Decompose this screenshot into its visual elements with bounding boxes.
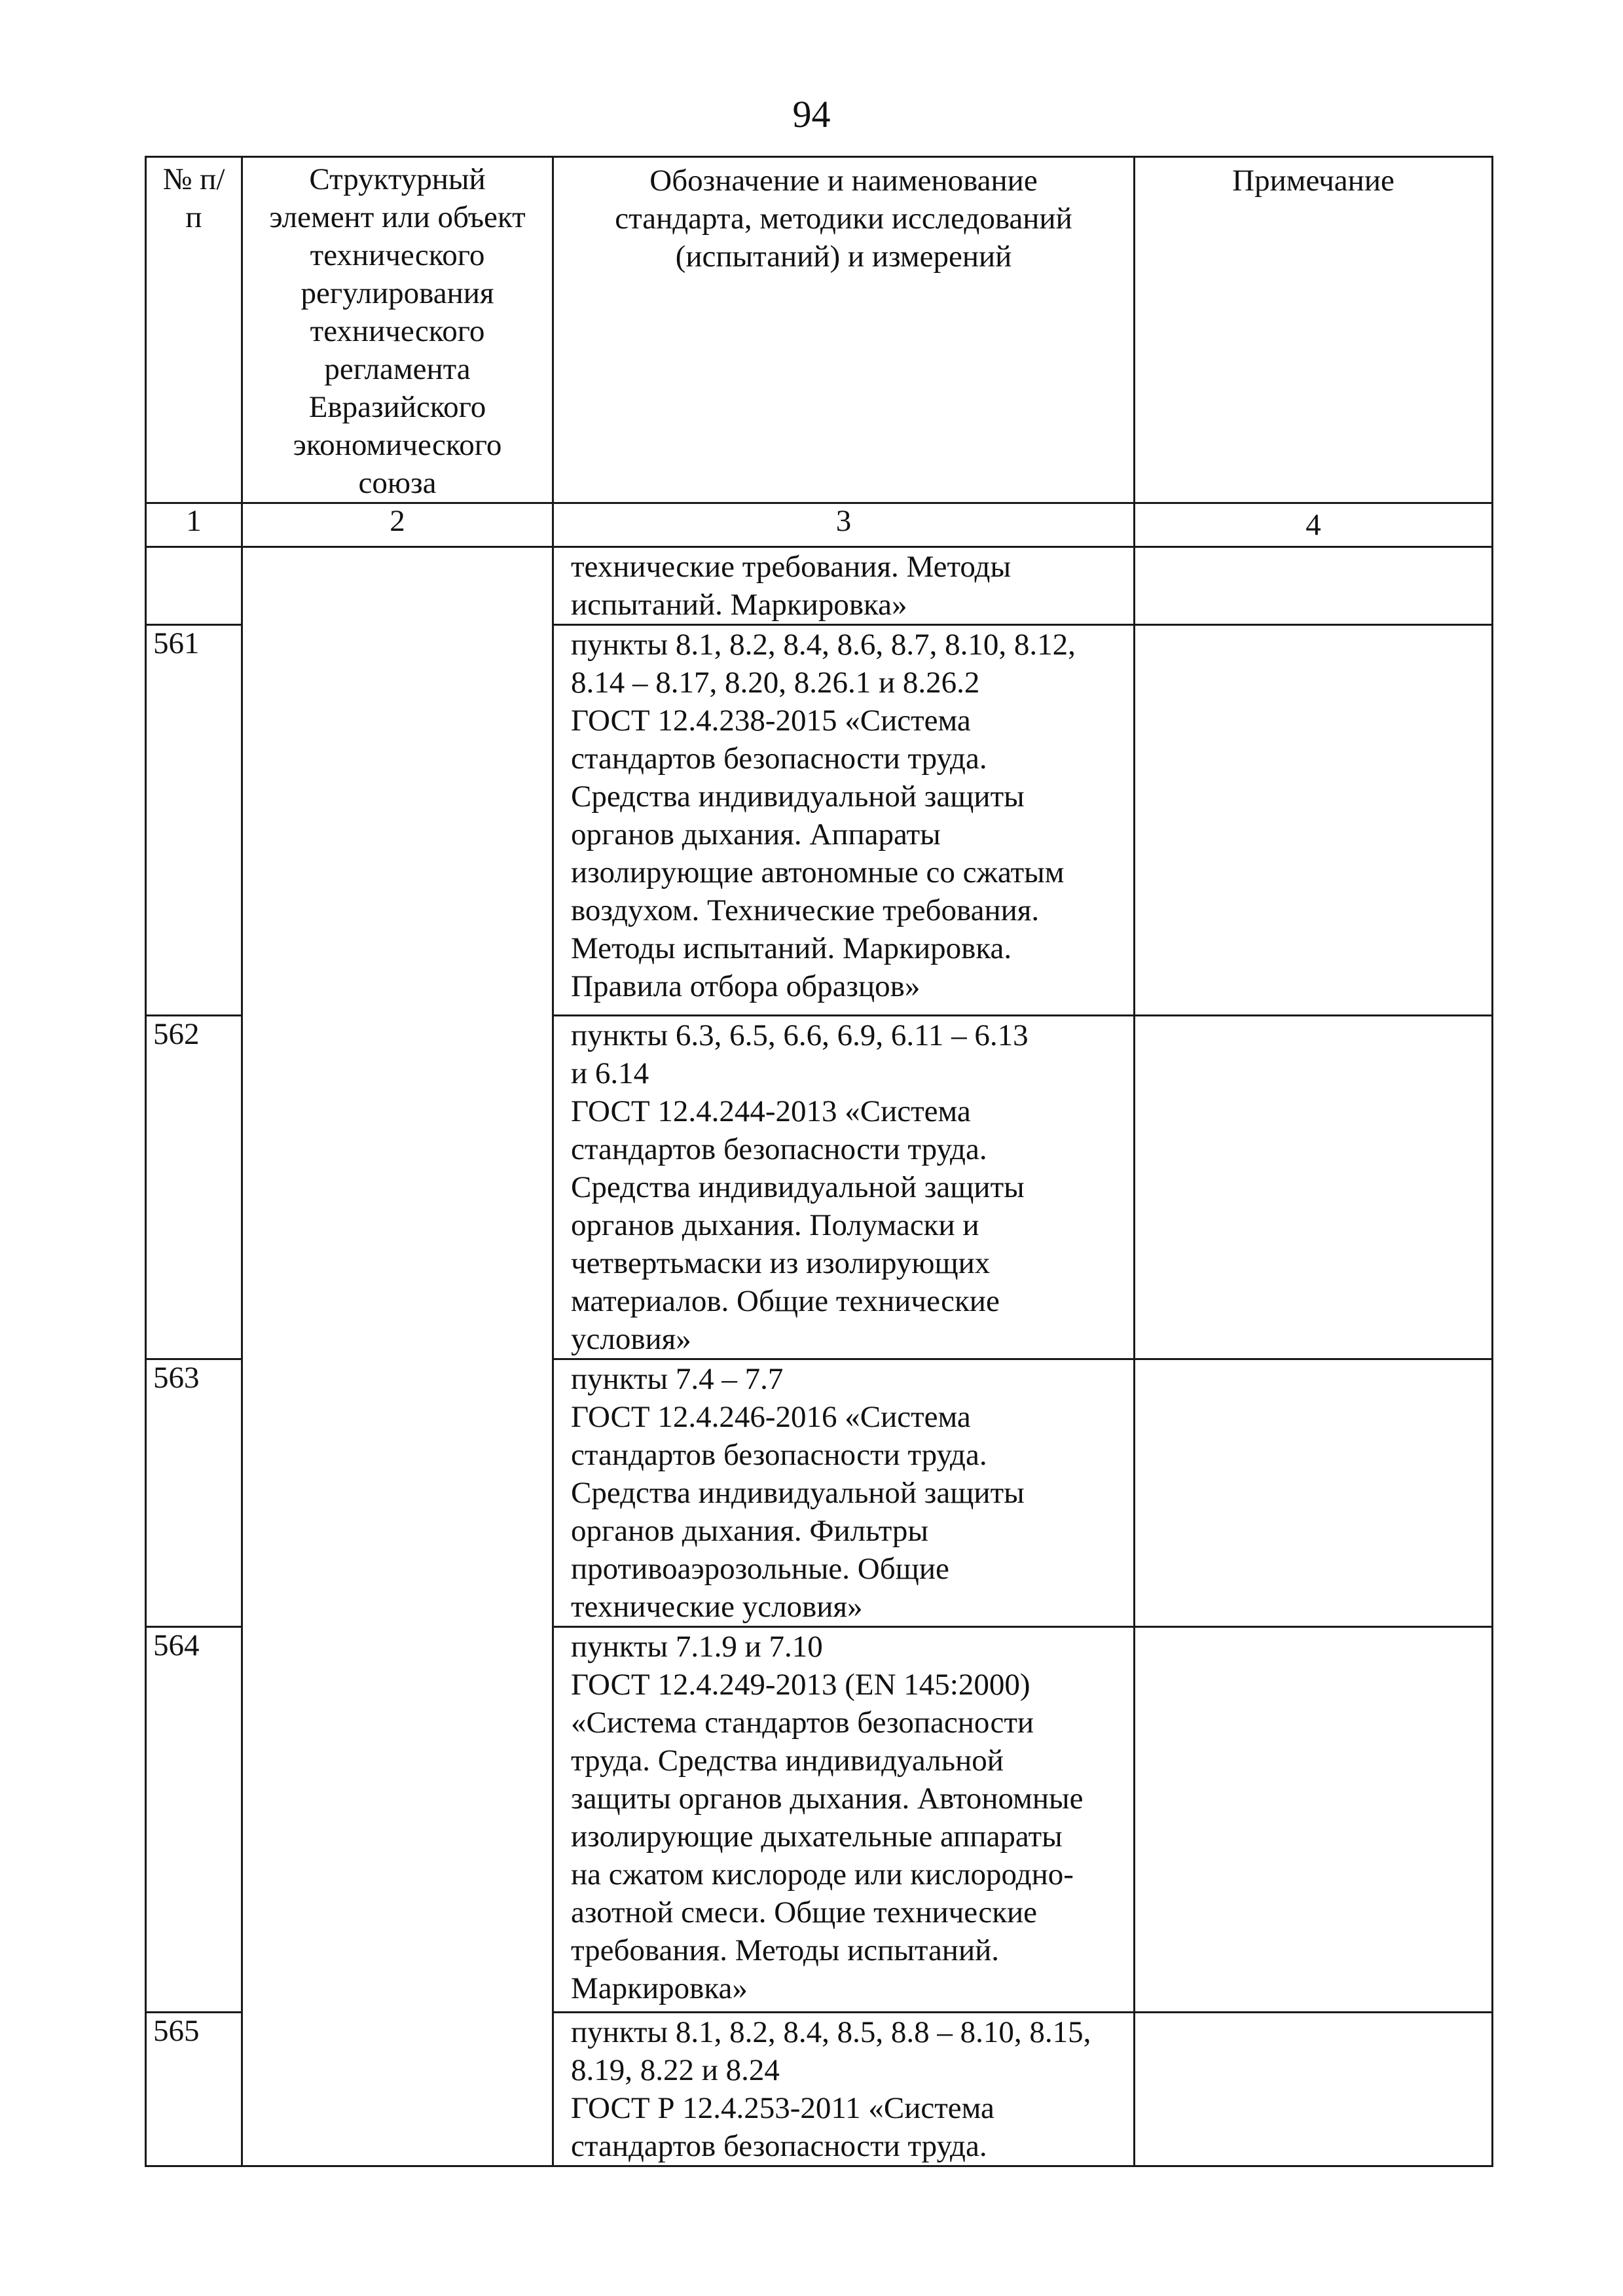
standard-line: пункты 7.4 – 7.7: [571, 1362, 784, 1396]
standard-cell: [553, 2013, 1135, 2166]
standard-line: пункты 6.3, 6.5, 6.6, 6.9, 6.11 – 6.13: [571, 1018, 1029, 1052]
standard-line: Средства индивидуальной защиты: [571, 780, 1025, 814]
header-num: [146, 157, 242, 503]
standard-line: Правила отбора образцов»: [571, 969, 921, 1003]
standard-line: Методы испытаний. Маркировка.: [571, 931, 1012, 965]
standard-cell: [553, 1627, 1135, 2013]
standard-line: воздухом. Технические требования.: [571, 893, 1040, 927]
standard-line: и 6.14: [571, 1056, 649, 1090]
standard-line: труда. Средства индивидуальной: [571, 1744, 1004, 1778]
standard-line: органов дыхания. Фильтры: [571, 1514, 928, 1548]
header-num-text: № п/п: [162, 162, 225, 234]
standard-line: материалов. Общие технические: [571, 1284, 1000, 1318]
standard-line: ГОСТ 12.4.246-2016 «Система: [571, 1400, 971, 1434]
column-number-2: 2: [242, 503, 553, 547]
note-cell: [1135, 547, 1493, 625]
row-number: 565: [146, 2013, 242, 2166]
column-number-row: [146, 503, 1493, 547]
standard-line: четвертьмаски из изолирующих: [571, 1246, 991, 1280]
standard-line: 8.14 – 8.17, 8.20, 8.26.1 и 8.26.2: [571, 666, 980, 700]
standard-line: пункты 8.1, 8.2, 8.4, 8.6, 8.7, 8.10, 8.12,: [571, 628, 1076, 662]
standard-line: пункты 8.1, 8.2, 8.4, 8.5, 8.8 – 8.10, 8.15,: [571, 2015, 1091, 2049]
standard-line: изолирующие автономные со сжатым: [571, 855, 1065, 889]
standard-line: противоаэрозольные. Общие: [571, 1552, 949, 1586]
standard-cell: [553, 547, 1135, 625]
standard-line: стандартов безопасности труда.: [571, 2129, 987, 2163]
column-number-3: 3: [553, 503, 1135, 547]
standard-line: ГОСТ Р 12.4.253-2011 «Система: [571, 2091, 994, 2125]
header-standard: [553, 157, 1135, 503]
standard-line: стандартов безопасности труда.: [571, 1132, 987, 1166]
standard-line: стандартов безопасности труда.: [571, 742, 987, 776]
note-cell: [1135, 1016, 1493, 1359]
note-cell: [1135, 1359, 1493, 1627]
standard-line: азотной смеси. Общие технические: [571, 1895, 1038, 1929]
page-number: 94: [792, 93, 831, 135]
note-cell: [1135, 2013, 1493, 2166]
standard-cell: [553, 1359, 1135, 1627]
standard-line: изолирующие дыхательные аппараты: [571, 1820, 1063, 1854]
row-number: 562: [146, 1016, 242, 1359]
standard-line: органов дыхания. Аппараты: [571, 817, 941, 852]
column-number-4: 4: [1135, 503, 1493, 547]
standards-table: [145, 156, 1493, 2167]
standard-line: условия»: [571, 1322, 691, 1356]
header-standard-text: Обозначение и наименование стандарта, методики исследований (испытаний) и измерений: [615, 164, 1072, 274]
note-cell: [1135, 1627, 1493, 2013]
standard-line: защиты органов дыхания. Автономные: [571, 1782, 1084, 1816]
table-row-continuation: [146, 547, 1493, 625]
standard-line: 8.19, 8.22 и 8.24: [571, 2053, 780, 2087]
standard-line: технические условия»: [571, 1590, 863, 1624]
column-number-1: 1: [146, 503, 242, 547]
standard-line: ГОСТ 12.4.244-2013 «Система: [571, 1094, 971, 1128]
standard-line: ГОСТ 12.4.249-2013 (EN 145:2000): [571, 1668, 1030, 1702]
note-cell: [1135, 625, 1493, 1016]
standard-line: стандартов безопасности труда.: [571, 1438, 987, 1472]
structural-element-cell: [242, 547, 553, 2166]
standard-line: Средства индивидуальной защиты: [571, 1170, 1025, 1204]
standard-line: ГОСТ 12.4.238-2015 «Система: [571, 704, 971, 738]
standard-line: Маркировка»: [571, 1971, 748, 2005]
row-number: 564: [146, 1627, 242, 2013]
standard-line: пункты 7.1.9 и 7.10: [571, 1630, 823, 1664]
standard-line: испытаний. Маркировка»: [571, 588, 907, 622]
standard-line: «Система стандартов безопасности: [571, 1706, 1034, 1740]
header-note-text: Примечание: [1232, 164, 1395, 198]
header-element-text: Структурный элемент или объект технического регулирования технического регламента Евразийского экономического союза: [269, 162, 526, 500]
row-num-cell: [146, 547, 242, 625]
standard-line: на сжатом кислороде или кислородно-: [571, 1857, 1074, 1892]
row-number: 563: [146, 1359, 242, 1627]
header-element: [242, 157, 553, 503]
standard-cell: [553, 625, 1135, 1016]
table-header-row: [146, 157, 1493, 503]
row-number: 561: [146, 625, 242, 1016]
standard-line: требования. Методы испытаний.: [571, 1933, 1000, 1967]
standard-cell: [553, 1016, 1135, 1359]
standard-line: Средства индивидуальной защиты: [571, 1476, 1025, 1510]
header-note: [1135, 157, 1493, 503]
standard-line: технические требования. Методы: [571, 550, 1012, 584]
standard-line: органов дыхания. Полумаски и: [571, 1208, 979, 1242]
